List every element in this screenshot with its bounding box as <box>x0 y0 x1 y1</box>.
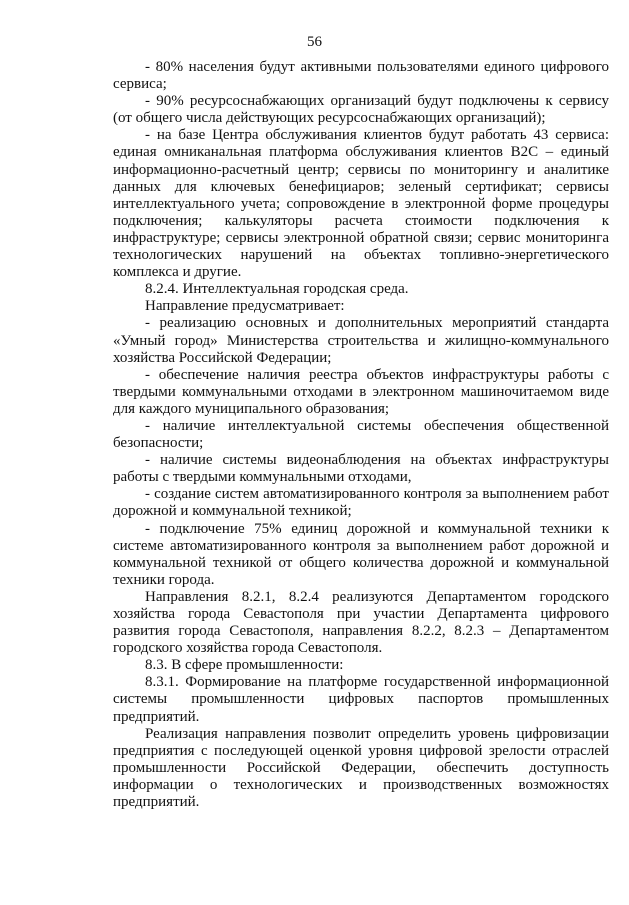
section-heading: 8.2.4. Интеллектуальная городская среда. <box>145 281 409 298</box>
intro-paragraph: Направление предусматривает: <box>145 298 345 315</box>
subsection-paragraph: 8.3.1. Формирование на платформе государственной информационной системы промышленности цифровых паспортов промышленных предприятий. <box>113 674 609 725</box>
section-heading: 8.3. В сфере промышленности: <box>145 657 344 674</box>
body-paragraph: Направления 8.2.1, 8.2.4 реализуются Департаментом городского хозяйства города Севастополя при участии Департамента цифрового развития города Севастополя, направления 8.2.2, 8.2.3 – Департаментом городского хозяйства города Севастополя. <box>113 588 609 657</box>
page-body <box>113 59 609 811</box>
bullet-paragraph: - 90% ресурсоснабжающих организаций будут подключены к сервису (от общего числа действующих ресурсоснабжающих организаций); <box>113 93 609 127</box>
bullet-paragraph: - на базе Центра обслуживания клиентов будут работать 43 сервиса: единая омниканальная платформа обслуживания клиентов B2C – единый информационно-расчетный центр; сервисы по мониторингу и аналитике данных для ключевых бенефициаров; зеленый сертификат; сервисы интеллектуального учета; сопровождение в электронной форме процедуры подключения; калькуляторы расчета стоимости подключения к инфраструктуре; сервисы электронной обратной связи; сервис мониторинга технологических нарушений на объектах топливно-энергетического комплекса и другие. <box>113 127 609 281</box>
bullet-paragraph: - 80% населения будут активными пользователями единого цифрового сервиса; <box>113 59 609 93</box>
bullet-paragraph: - реализацию основных и дополнительных мероприятий стандарта «Умный город» Министерства строительства и жилищно-коммунального хозяйства Российской Федерации; <box>113 315 609 366</box>
bullet-paragraph: - наличие интеллектуальной системы обеспечения общественной безопасности; <box>113 417 609 452</box>
bullet-paragraph: - подключение 75% единиц дорожной и коммунальной техники к системе автоматизированного контроля за выполнением работ дорожной и коммунальной техникой от общего количества дорожной и коммунальной техники города. <box>113 520 609 588</box>
bullet-paragraph: - обеспечение наличия реестра объектов инфраструктуры работы с твердыми коммунальными отходами в электронном машиночитаемом виде для каждого муниципального образования; <box>113 366 609 417</box>
body-paragraph: Реализация направления позволит определить уровень цифровизации предприятия с последующей оценкой уровня цифровой зрелости отраслей промышленности Российской Федерации, обеспечить доступность информации о технологических и производственных возможностях предприятий. <box>113 725 609 811</box>
page-number: 56 <box>307 34 322 50</box>
bullet-paragraph: - создание систем автоматизированного контроля за выполнением работ дорожной и коммунальной техникой; <box>113 486 609 520</box>
bullet-paragraph: - наличие системы видеонаблюдения на объектах инфраструктуры работы с твердыми коммунальными отходами, <box>113 452 609 486</box>
